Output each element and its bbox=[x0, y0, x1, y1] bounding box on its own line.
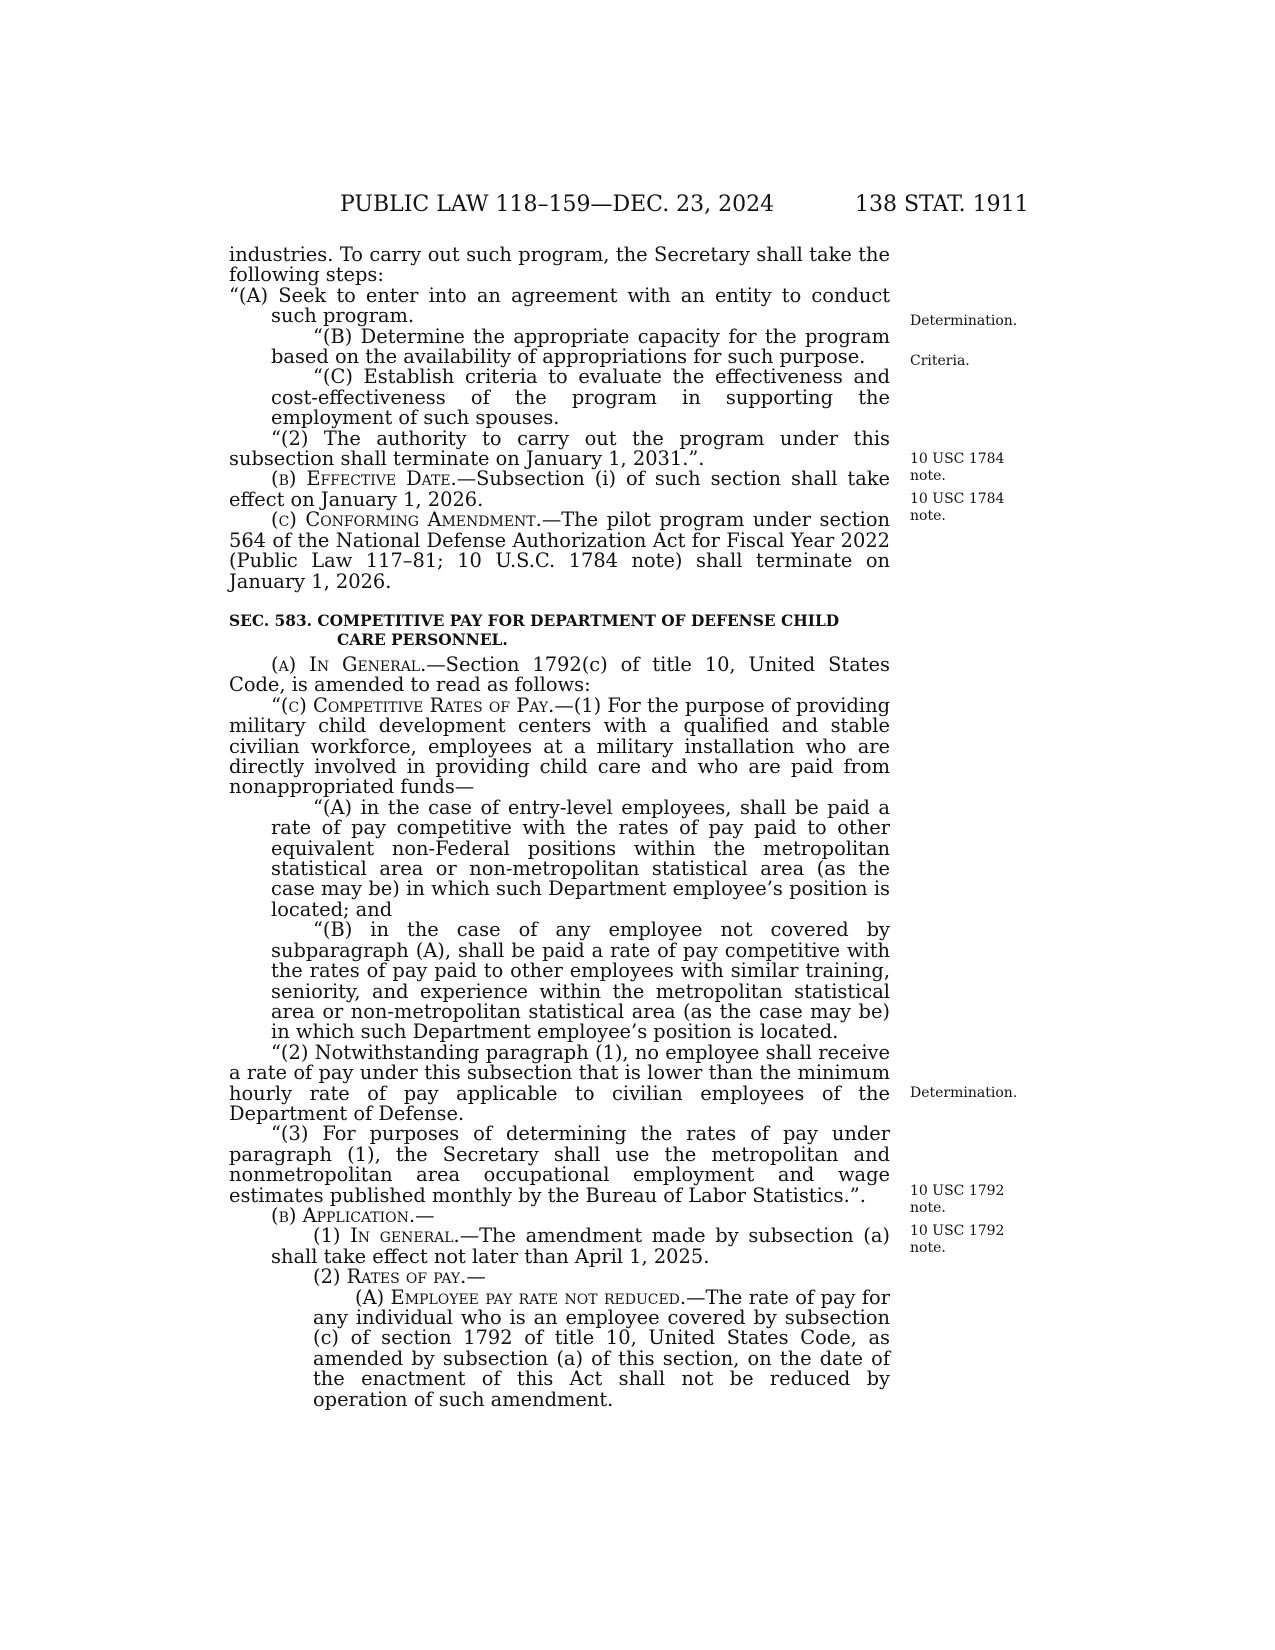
margin-note-10usc1784-b bbox=[910, 491, 1040, 525]
subparagraph-B-text: “(B) Determine the appropriate capacity for the program based on the availability of appropriations for such purpose. bbox=[271, 324, 890, 369]
subparagraph-B bbox=[229, 324, 890, 369]
application-heading: (b) Application. bbox=[271, 1203, 416, 1227]
margin-note-line: note. bbox=[910, 1200, 946, 1216]
margin-note-criteria: Criteria. bbox=[910, 353, 970, 369]
subsection-b bbox=[229, 469, 890, 510]
subsection-c-text: —The pilot program under section 564 of the National Defense Authorization Act for Fiscal Year 2022 (Public Law 117–81; 10 U.S.C. 1784 note) shall terminate on January 1, 2026. bbox=[229, 508, 890, 593]
subparagraph-A bbox=[187, 283, 890, 328]
subsection-a-heading: (a) In General. bbox=[271, 653, 427, 676]
margin-note-line: 10 USC 1784 bbox=[910, 491, 1005, 507]
paragraph-1-heading: (1) In general. bbox=[313, 1224, 460, 1248]
paragraph-2-dash: — bbox=[466, 1265, 486, 1289]
margin-note-10usc1792-a bbox=[910, 1183, 1040, 1217]
quoted-subsection-c bbox=[229, 693, 890, 799]
application-paragraph-2 bbox=[229, 1267, 890, 1287]
quoted-subparagraph-A: “(A) in the case of entry-level employees, shall be paid a rate of pay competitive with the rates of pay paid to other equivalent non-Federal positions within the metropolitan statistical area or non-metropolitan statistical area (as the case may be) in which such Department employee’s position is located; and bbox=[271, 795, 890, 921]
header-title: PUBLIC LAW 118–159—DEC. 23, 2024 bbox=[340, 192, 775, 217]
subsection-b-text: —Subsection (i) of such section shall take effect on January 1, 2026. bbox=[229, 467, 890, 511]
subsection-b-heading: (b) Effective Date. bbox=[271, 467, 457, 491]
quoted-subsection-c-text: —(1) For the purpose of providing military child development centers with a qualified and stable civilian workforce, employees at a military installation who are directly involved in providing child care and who are paid from nonappropriated funds— bbox=[229, 693, 890, 799]
subparagraph-A-heading: (A) Employee pay rate not reduced. bbox=[355, 1285, 687, 1309]
application-subparagraph-A bbox=[229, 1285, 890, 1411]
quoted-subparagraph-B: “(B) in the case of any employee not covered by subparagraph (A), shall be paid a rate of pay competitive with the rates of pay paid to other employees with similar training, seniority, and experience within the metropolitan statistical area or non-metropolitan statistical area (as the case may be) in which such Department employee’s position is located. bbox=[271, 918, 890, 1044]
quoted-paragraph-3: “(3) For purposes of determining the rates of pay under paragraph (1), the Secretary shall use the metropolitan and nonmetropolitan area occupational employment and wage estimates published monthly by the Bureau of Labor Statistics.”. bbox=[229, 1122, 890, 1207]
header-page-number: 138 STAT. 1911 bbox=[855, 192, 1029, 217]
subsection-a bbox=[229, 655, 890, 696]
paragraph-1-text: —The amendment made by subsection (a) shall take effect not later than April 1, 2025. bbox=[271, 1224, 890, 1268]
application-dash: — bbox=[415, 1203, 435, 1227]
subsection-c-heading: (c) Conforming Amendment. bbox=[271, 508, 542, 532]
quoted-subsection-c-heading: “(c) Competitive Rates of Pay. bbox=[271, 693, 555, 717]
section-heading bbox=[229, 612, 890, 650]
subparagraph-C bbox=[229, 367, 890, 428]
margin-note-line: 10 USC 1784 bbox=[910, 451, 1005, 467]
subparagraph-A-body: —The rate of pay for any individual who is an employee covered by subsection (c) of section 1792 of title 10, United States Code, as amended by subsection (a) of this section, on the date of the enactment of this Act shall not be reduced by operation of such amendment. bbox=[313, 1285, 890, 1411]
paragraph-2-heading: (2) Rates of pay. bbox=[313, 1265, 467, 1289]
subsection-b-application bbox=[229, 1203, 890, 1227]
margin-note-line: 10 USC 1792 bbox=[910, 1183, 1005, 1199]
section-heading-line-2: CARE PERSONNEL. bbox=[337, 631, 508, 649]
margin-note-determination-1: Determination. bbox=[910, 313, 1018, 329]
subsection-c bbox=[229, 510, 890, 592]
quoted-paragraph-2: “(2) Notwithstanding paragraph (1), no employee shall receive a rate of pay under this subsection that is lower than the minimum hourly rate of pay applicable to civilian employees of the Department of Defense. bbox=[229, 1040, 890, 1125]
section-heading-line-1: SEC. 583. COMPETITIVE PAY FOR DEPARTMENT OF DEFENSE CHILD bbox=[229, 612, 840, 630]
paragraph-continuation: industries. To carry out such program, the Secretary shall take the following steps: bbox=[229, 243, 890, 287]
margin-note-line: note. bbox=[910, 468, 946, 484]
subparagraph-C-text: “(C) Establish criteria to evaluate the effectiveness and cost-effectiveness of the program in supporting the employment of such spouses. bbox=[271, 365, 890, 430]
upper-body-text bbox=[229, 245, 890, 592]
subsection-a-text: —Section 1792(c) of title 10, United States Code, is amended to read as follows: bbox=[229, 653, 890, 697]
margin-note-10usc1792-b bbox=[910, 1223, 1040, 1257]
margin-note-determination-2: Determination. bbox=[910, 1085, 1018, 1101]
lower-body-text bbox=[229, 655, 890, 1410]
paragraph-2: “(2) The authority to carry out the program under this subsection shall terminate on January 1, 2031.”. bbox=[229, 426, 890, 471]
margin-note-line: 10 USC 1792 bbox=[910, 1223, 1005, 1239]
running-header bbox=[0, 188, 1275, 222]
margin-note-line: note. bbox=[910, 1240, 946, 1256]
subparagraph-A-text: “(A) Seek to enter into an agreement with an entity to conduct such program. bbox=[229, 283, 890, 328]
margin-note-10usc1784-a bbox=[910, 451, 1040, 485]
application-paragraph-1 bbox=[229, 1226, 890, 1267]
margin-note-line: note. bbox=[910, 508, 946, 524]
